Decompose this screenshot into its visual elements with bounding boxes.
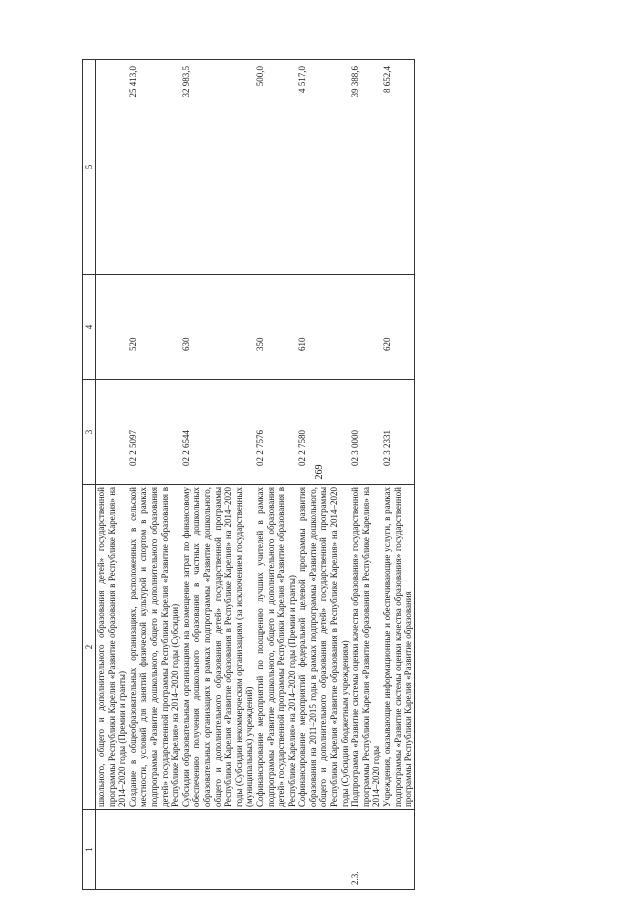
row-expense-type: 630 (181, 275, 255, 380)
budget-table (82, 59, 415, 890)
row-code: 02 2 7576 (255, 380, 297, 485)
row-number (255, 810, 297, 890)
header-col-4: 4 (83, 275, 96, 380)
table-row (181, 60, 255, 890)
row-code: 02 2 7580 (297, 380, 350, 485)
row-description: Создание в общеобразовательных организациях, расположенных в сельской местности, условий для занятий физической культурой и спортом в рамках подпрограммы «Развитие дошкольного, общего и дополнительного образования детей» государственной программы Республики Карелия «Развитие образования в Республике Карелия» на 2014–2020 годы (Субсидии) (128, 485, 181, 810)
row-number (382, 810, 414, 890)
table-row (255, 60, 297, 890)
row-amount: 39 388,6 (350, 60, 382, 275)
row-amount: 4 517,0 (297, 60, 350, 275)
row-amount (96, 60, 128, 275)
row-expense-type: 520 (128, 275, 181, 380)
row-number (297, 810, 350, 890)
row-number (181, 810, 255, 890)
row-code: 02 3 0000 (350, 380, 382, 485)
header-col-1: 1 (83, 810, 96, 890)
table-row (382, 60, 414, 890)
row-amount: 25 413,0 (128, 60, 181, 275)
row-expense-type: 610 (297, 275, 350, 380)
row-code: 02 2 6544 (181, 380, 255, 485)
row-description: Учреждения, оказывающие информационные и обеспечивающие услуги, в рамках подпрограммы «Развитие системы оценки качества образования» государственной программы Республики Карелия «Развитие образования (382, 485, 414, 810)
row-number (96, 810, 128, 890)
header-col-2: 2 (83, 485, 96, 810)
row-number (128, 810, 181, 890)
header-col-3: 3 (83, 380, 96, 485)
table-row (96, 60, 128, 890)
header-row (83, 60, 96, 890)
header-col-5: 5 (83, 60, 96, 275)
row-code: 02 3 2331 (382, 380, 414, 485)
table-row (297, 60, 350, 890)
row-expense-type: 620 (382, 275, 414, 380)
row-amount: 500,0 (255, 60, 297, 275)
row-code (96, 380, 128, 485)
table-row (350, 60, 382, 890)
row-description: Софинансирование мероприятий федеральной целевой программы развития образования на 2011–2015 годы в рамках подпрограммы «Развитие дошкольного, общего и дополнительного образования детей» государственной программы Республики Карелия «Развитие образования в Республике Карелия» на 2014–2020 годы (Субсидии бюджетным учреждениям) (297, 485, 350, 810)
row-number: 2.3. (350, 810, 382, 890)
row-amount: 8 652,4 (382, 60, 414, 275)
table-row (128, 60, 181, 890)
row-description: школьного, общего и дополнительного образования детей» государственной программы Республики Карелия «Развитие образования в Республике Карелия» на 2014–2020 годы (Премии и гранты) (96, 485, 128, 810)
row-expense-type (96, 275, 128, 380)
row-description: Субсидии образовательным организациям на возмещение затрат по финансовому обеспечению получения дошкольного образования в частных дошкольных образовательных организациях в рамках подпрограммы «Развитие дошкольного, общего и дополнительного образования детей» государственной программы Республики Карелия «Развитие образования в Республике Карелия» на 2014–2020 годы (Субсидии некоммерческим организациям (за исключением государственных (муниципальных) учреждений) (181, 485, 255, 810)
row-amount: 32 983,5 (181, 60, 255, 275)
row-description: Подпрограмма «Развитие системы оценки качества образования» государственной программы Республики Карелия «Развитие образования в Республике Карелия» на 2014–2020 годы (350, 485, 382, 810)
row-description: Софинансирование мероприятий по поощрению лучших учителей в рамках подпрограммы «Развитие дошкольного, общего и дополнительного образования детей» государственной программы Республики Карелия «Развитие образования в Республике Карелия» на 2014–2020 годы (Премии и гранты) (255, 485, 297, 810)
row-expense-type (350, 275, 382, 380)
rotated-table-sheet (82, 60, 602, 890)
row-expense-type: 350 (255, 275, 297, 380)
row-code: 02 2 5097 (128, 380, 181, 485)
page-number: 269 (314, 464, 325, 480)
